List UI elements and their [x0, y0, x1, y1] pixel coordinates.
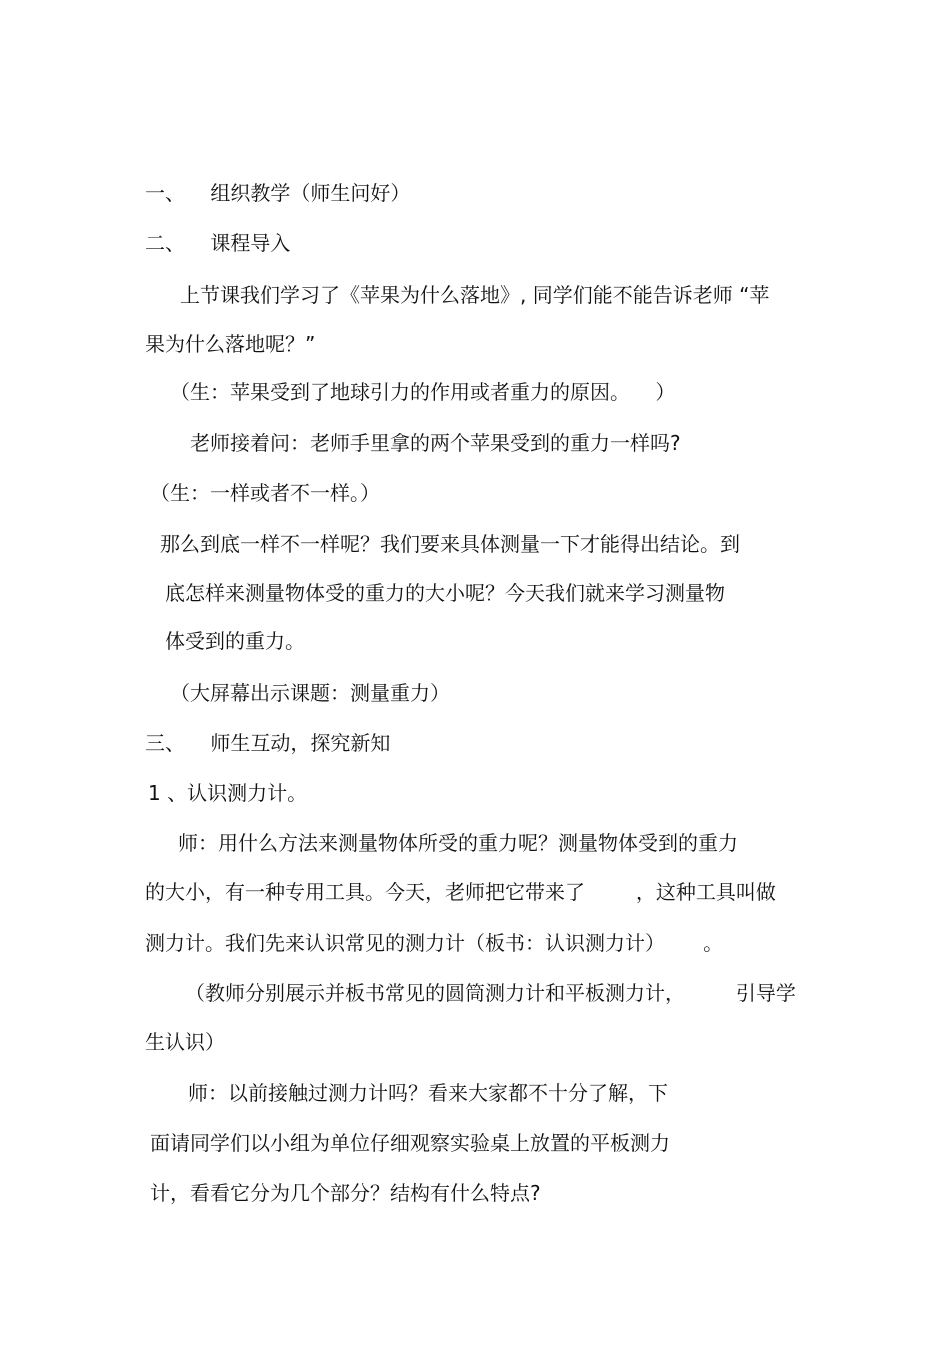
paragraph-line: （生：一样或者不一样。） — [150, 481, 380, 505]
paragraph-line: 师：以前接触过测力计吗？看来大家都不十分了解，下 — [188, 1081, 668, 1105]
paragraph-line: 师：用什么方法来测量物体所受的重力呢？测量物体受到的重力 — [178, 831, 738, 855]
paragraph-line: 果为什么落地呢？” — [145, 332, 316, 356]
paragraph-line: 计，看看它分为几个部分？结构有什么特点? — [150, 1181, 541, 1205]
paragraph-line: （教师分别展示并板书常见的圆筒测力计和平板测力计， 引导学 — [185, 981, 796, 1005]
paragraph-line: 生认识） — [145, 1030, 225, 1054]
paragraph-line: （生：苹果受到了地球引力的作用或者重力的原因。 ） — [170, 380, 676, 404]
paragraph-line: 老师接着问：老师手里拿的两个苹果受到的重力一样吗? — [190, 431, 681, 455]
paragraph-line: 的大小，有一种专用工具。今天，老师把它带来了 ，这种工具叫做 — [145, 880, 776, 904]
paragraph-line: 底怎样来测量物体受的重力的大小呢？今天我们就来学习测量物 — [165, 581, 725, 605]
paragraph-line: 测力计。我们先来认识常见的测力计（板书：认识测力计） 。 — [145, 931, 724, 955]
paragraph-line: 面请同学们以小组为单位仔细观察实验桌上放置的平板测力 — [150, 1131, 670, 1155]
paragraph-line: 体受到的重力。 — [165, 629, 305, 653]
subheading-line: 1 、认识测力计。 — [148, 781, 308, 805]
heading-section-2: 二、 课程导入 — [145, 231, 291, 255]
paragraph-line: （大屏幕出示课题：测量重力） — [170, 681, 450, 705]
heading-section-1: 一、 组织教学（师生问好） — [145, 181, 411, 205]
heading-section-3: 三、 师生互动，探究新知 — [145, 731, 391, 755]
paragraph-line: 上节课我们学习了《苹果为什么落地》, 同学们能不能告诉老师 “苹 — [180, 283, 770, 307]
paragraph-line: 那么到底一样不一样呢？我们要来具体测量一下才能得出结论。到 — [160, 532, 740, 556]
